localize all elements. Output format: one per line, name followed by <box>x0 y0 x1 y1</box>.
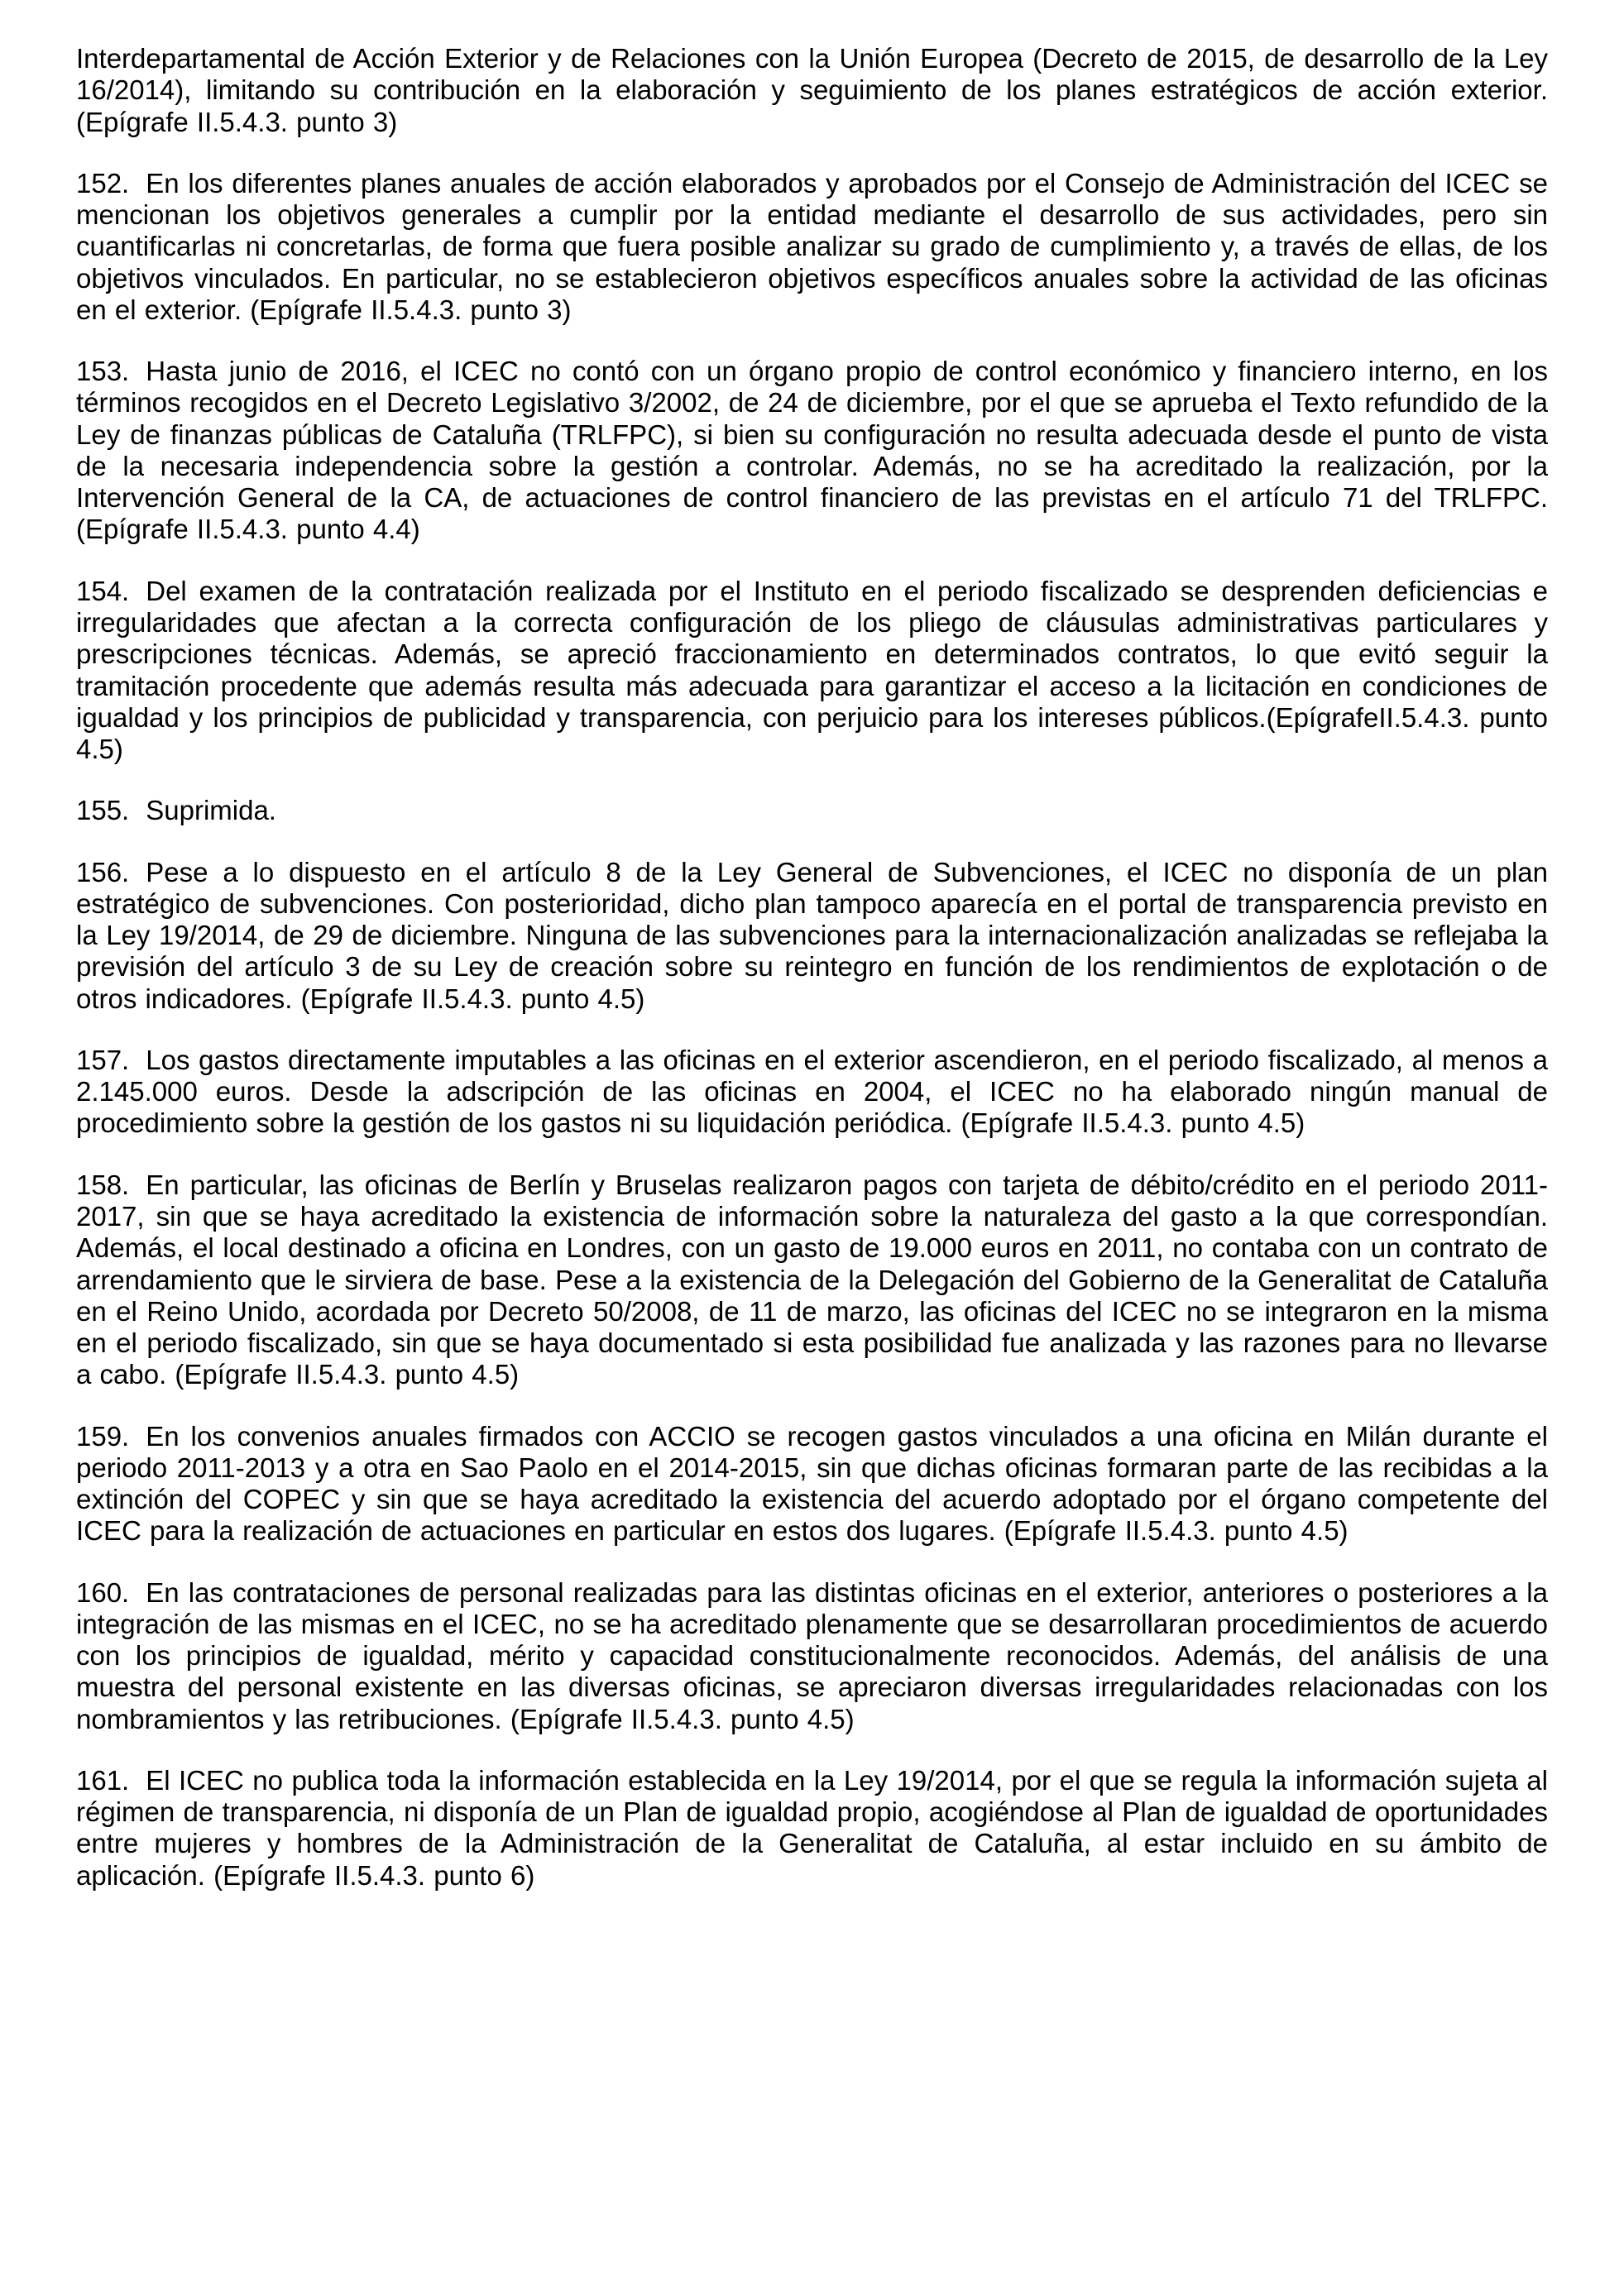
paragraph-text: En los diferentes planes anuales de acción elaborados y aprobados por el Consejo de Administración del ICEC se mencionan los objetivos generales a cumplir por la entidad mediante el desarrollo de sus actividades, pero sin cuantificarlas ni concretarlas, de forma que fuera posible analizar su grado de cumplimiento y, a través de ellas, de los objetivos vinculados. En particular, no se establecieron objetivos específicos anuales sobre la actividad de las oficinas en el exterior. (Epígrafe II.5.4.3. punto 3) <box>76 167 1548 325</box>
paragraph <box>76 1577 1548 1735</box>
paragraph-text: En las contrataciones de personal realizadas para las distintas oficinas en el exterior, anteriores o posteriores a la integración de las mismas en el ICEC, no se ha acreditado plenamente que se desarrollaran procedimientos de acuerdo con los principios de igualdad, mérito y capacidad constitucionalmente reconocidos. Además, del análisis de una muestra del personal existente en las diversas oficinas, se apreciaron diversas irregularidades relacionadas con los nombramientos y las retribuciones. (Epígrafe II.5.4.3. punto 4.5) <box>76 1576 1548 1734</box>
paragraph <box>76 576 1548 766</box>
paragraph <box>76 1170 1548 1391</box>
paragraph-text: En los convenios anuales firmados con ACCIO se recogen gastos vinculados a una oficina en Milán durante el periodo 2011-2013 y a otra en Sao Paolo en el 2014-2015, sin que dichas oficinas formaran parte de las recibidas a la extinción del COPEC y sin que se haya acreditado la existencia del acuerdo adoptado por el órgano competente del ICEC para la realización de actuaciones en particular en estos dos lugares. (Epígrafe II.5.4.3. punto 4.5) <box>76 1420 1548 1547</box>
paragraph-text: Interdepartamental de Acción Exterior y de Relaciones con la Unión Europea (Decreto de 2015, de desarrollo de la Ley 16/2014), limitando su contribución en la elaboración y seguimiento de los planes estratégicos de acción exterior. (Epígrafe II.5.4.3. punto 3) <box>76 43 1548 137</box>
paragraph <box>76 1045 1548 1140</box>
paragraph <box>76 1765 1548 1892</box>
paragraph-number: 160. <box>76 1576 130 1608</box>
document-content <box>76 43 1548 1892</box>
paragraph <box>76 43 1548 138</box>
paragraph-text: El ICEC no publica toda la información establecida en la Ley 19/2014, por el que se regula la información sujeta al régimen de transparencia, ni disponía de un Plan de igualdad propio, acogiéndose al Plan de igualdad de oportunidades entre mujeres y hombres de la Administración de la Generalitat de Cataluña, al estar incluido en su ámbito de aplicación. (Epígrafe II.5.4.3. punto 6) <box>76 1764 1548 1891</box>
paragraph <box>76 1421 1548 1547</box>
paragraph-number: 158. <box>76 1169 130 1200</box>
paragraph-text: Del examen de la contratación realizada por el Instituto en el periodo fiscalizado se desprenden deficiencias e irregularidades que afectan a la correcta configuración de los pliego de cláusulas administrativas particulares y prescripciones técnicas. Además, se apreció fraccionamiento en determinados contratos, lo que evitó seguir la tramitación procedente que además resulta más adecuada para garantizar el acceso a la licitación en condiciones de igualdad y los principios de publicidad y transparencia, con perjuicio para los intereses públicos.(EpígrafeII.5.4.3. punto 4.5) <box>76 575 1548 765</box>
paragraph-text: Los gastos directamente imputables a las oficinas en el exterior ascendieron, en el periodo fiscalizado, al menos a 2.145.000 euros. Desde la adscripción de las oficinas en 2004, el ICEC no ha elaborado ningún manual de procedimiento sobre la gestión de los gastos ni su liquidación periódica. (Epígrafe II.5.4.3. punto 4.5) <box>76 1044 1548 1139</box>
paragraph-number: 153. <box>76 356 130 387</box>
paragraph <box>76 857 1548 1015</box>
paragraph-number: 159. <box>76 1420 130 1452</box>
paragraph-number: 161. <box>76 1764 130 1796</box>
paragraph-number: 155. <box>76 795 130 826</box>
paragraph-number: 152. <box>76 167 130 199</box>
paragraph-text: Pese a lo dispuesto en el artículo 8 de la Ley General de Subvenciones, el ICEC no disponía de un plan estratégico de subvenciones. Con posterioridad, dicho plan tampoco aparecía en el portal de transparencia previsto en la Ley 19/2014, de 29 de diciembre. Ninguna de las subvenciones para la internacionalización analizadas se reflejaba la previsión del artículo 3 de su Ley de creación sobre su reintegro en función de los rendimientos de explotación o de otros indicadores. (Epígrafe II.5.4.3. punto 4.5) <box>76 856 1548 1014</box>
paragraph <box>76 795 1548 826</box>
paragraph-number: 157. <box>76 1044 130 1075</box>
paragraph-text: Suprimida. <box>146 795 276 826</box>
paragraph <box>76 356 1548 546</box>
paragraph <box>76 168 1548 326</box>
paragraph-number: 156. <box>76 856 130 887</box>
paragraph-text: En particular, las oficinas de Berlín y Bruselas realizaron pagos con tarjeta de débito/crédito en el periodo 2011-2017, sin que se haya acreditado la existencia de información sobre la naturaleza del gasto a la que correspondían. Además, el local destinado a oficina en Londres, con un gasto de 19.000 euros en 2011, no contaba con un contrato de arrendamiento que le sirviera de base. Pese a la existencia de la Delegación del Gobierno de la Generalitat de Cataluña en el Reino Unido, acordada por Decreto 50/2008, de 11 de marzo, las oficinas del ICEC no se integraron en la misma en el periodo fiscalizado, sin que se haya documentado si esta posibilidad fue analizada y las razones para no llevarse a cabo. (Epígrafe II.5.4.3. punto 4.5) <box>76 1169 1548 1390</box>
paragraph-number: 154. <box>76 575 130 606</box>
paragraph-text: Hasta junio de 2016, el ICEC no contó con un órgano propio de control económico y financiero interno, en los términos recogidos en el Decreto Legislativo 3/2002, de 24 de diciembre, por el que se aprueba el Texto refundido de la Ley de finanzas públicas de Cataluña (TRLFPC), si bien su configuración no resulta adecuada desde el punto de vista de la necesaria independencia sobre la gestión a controlar. Además, no se ha acreditado la realización, por la Intervención General de la CA, de actuaciones de control financiero de las previstas en el artículo 71 del TRLFPC. (Epígrafe II.5.4.3. punto 4.4) <box>76 356 1548 545</box>
